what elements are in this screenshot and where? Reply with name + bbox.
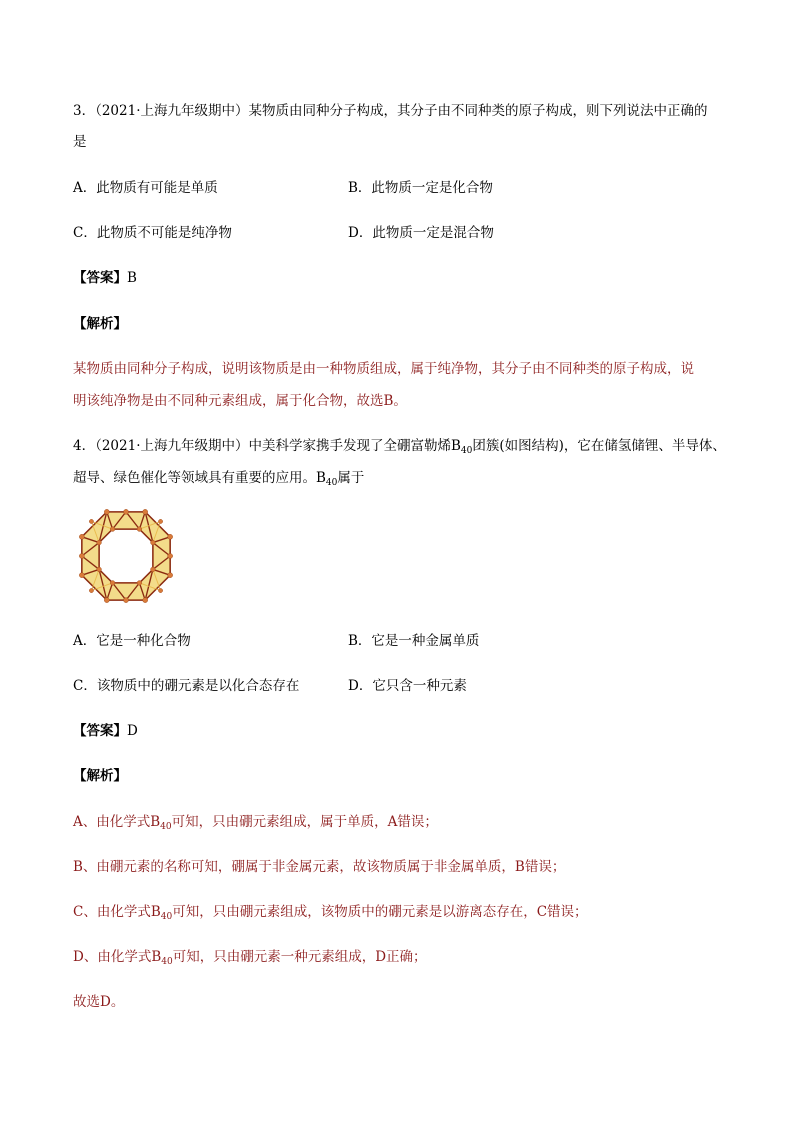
q4-analysis-line-a [73,812,438,832]
q4-analysis-d-subscript: 40 [161,957,173,967]
q4-option-b: B．它是一种金属单质 [348,633,480,649]
q3-analysis-line1: 某物质由同种分子构成，说明该物质是由一种物质组成，属于纯净物，其分子由不同种类的原子构成，说 [73,361,694,377]
q4-stem-line1 [73,436,726,456]
q4-stem-line1-part2: 团簇(如图结构)，它在储氢储锂、半导体、 [472,438,726,454]
q3-option-c: C．此物质不可能是纯净物 [73,225,232,241]
q4-analysis-line-c [73,902,588,922]
q4-answer-tag: 【答案】 [73,723,127,739]
q4-conclusion: 故选D。 [73,994,125,1010]
q3-stem-line2: 是 [73,134,87,150]
q3-option-b: B．此物质一定是化合物 [348,180,493,196]
q3-option-a: A．此物质有可能是单质 [73,180,218,196]
q4-stem-line1-part1: 4．（2021·上海九年级期中）中美科学家携手发现了全硼富勒烯B [73,438,461,454]
q4-analysis-tag: 【解析】 [73,768,127,784]
q4-stem-line2-subscript: 40 [325,478,338,488]
q4-analysis-c-subscript: 40 [160,912,173,922]
q4-stem-line2 [73,468,364,488]
q3-analysis-tag: 【解析】 [73,316,127,332]
q3-answer-value: B [127,270,137,286]
q3-analysis-line2: 明该纯净物是由不同种元素组成，属于化合物，故选B。 [73,393,407,409]
q3-stem-line1: 3．（2021·上海九年级期中）某物质由同种分子构成，其分子由不同种类的原子构成，则下列说法中正确的 [73,103,708,119]
q4-option-a: A．它是一种化合物 [73,633,191,649]
q4-analysis-a-part1: A、由化学式B [73,814,161,830]
b40-cluster-structure-icon [78,508,174,604]
q4-analysis-d-part1: D、由化学式B [73,949,162,965]
q4-analysis-line-d [73,947,427,967]
q3-answer-tag: 【答案】 [73,270,127,286]
q4-answer-value: D [127,723,138,739]
q4-analysis-d-part2: 可知，只由硼元素一种元素组成，D正确； [172,949,427,965]
q3-option-d: D．此物质一定是混合物 [348,225,494,241]
q4-analysis-a-part2: 可知，只由硼元素组成，属于单质，A错误； [171,814,438,830]
q4-analysis-c-part2: 可知，只由硼元素组成，该物质中的硼元素是以游离态存在，C错误； [172,904,588,920]
q4-stem-line2-part1: 超导、绿色催化等领域具有重要的应用。B [73,470,326,486]
q4-stem-line1-subscript: 40 [460,446,473,456]
q4-option-d: D．它只含一种元素 [348,678,467,694]
q4-stem-line2-part2: 属于 [337,470,365,486]
q4-analysis-line-b [73,857,565,877]
q4-analysis-c-part1: C、由化学式B [73,904,161,920]
q3-answer [73,268,137,288]
q4-analysis-b-text: B、由硼元素的名称可知，硼属于非金属元素，故该物质属于非金属单质，B错误； [73,859,566,875]
q4-answer [73,721,138,741]
q4-option-c: C．该物质中的硼元素是以化合态存在 [73,678,300,694]
q4-analysis-a-subscript: 40 [160,822,172,832]
